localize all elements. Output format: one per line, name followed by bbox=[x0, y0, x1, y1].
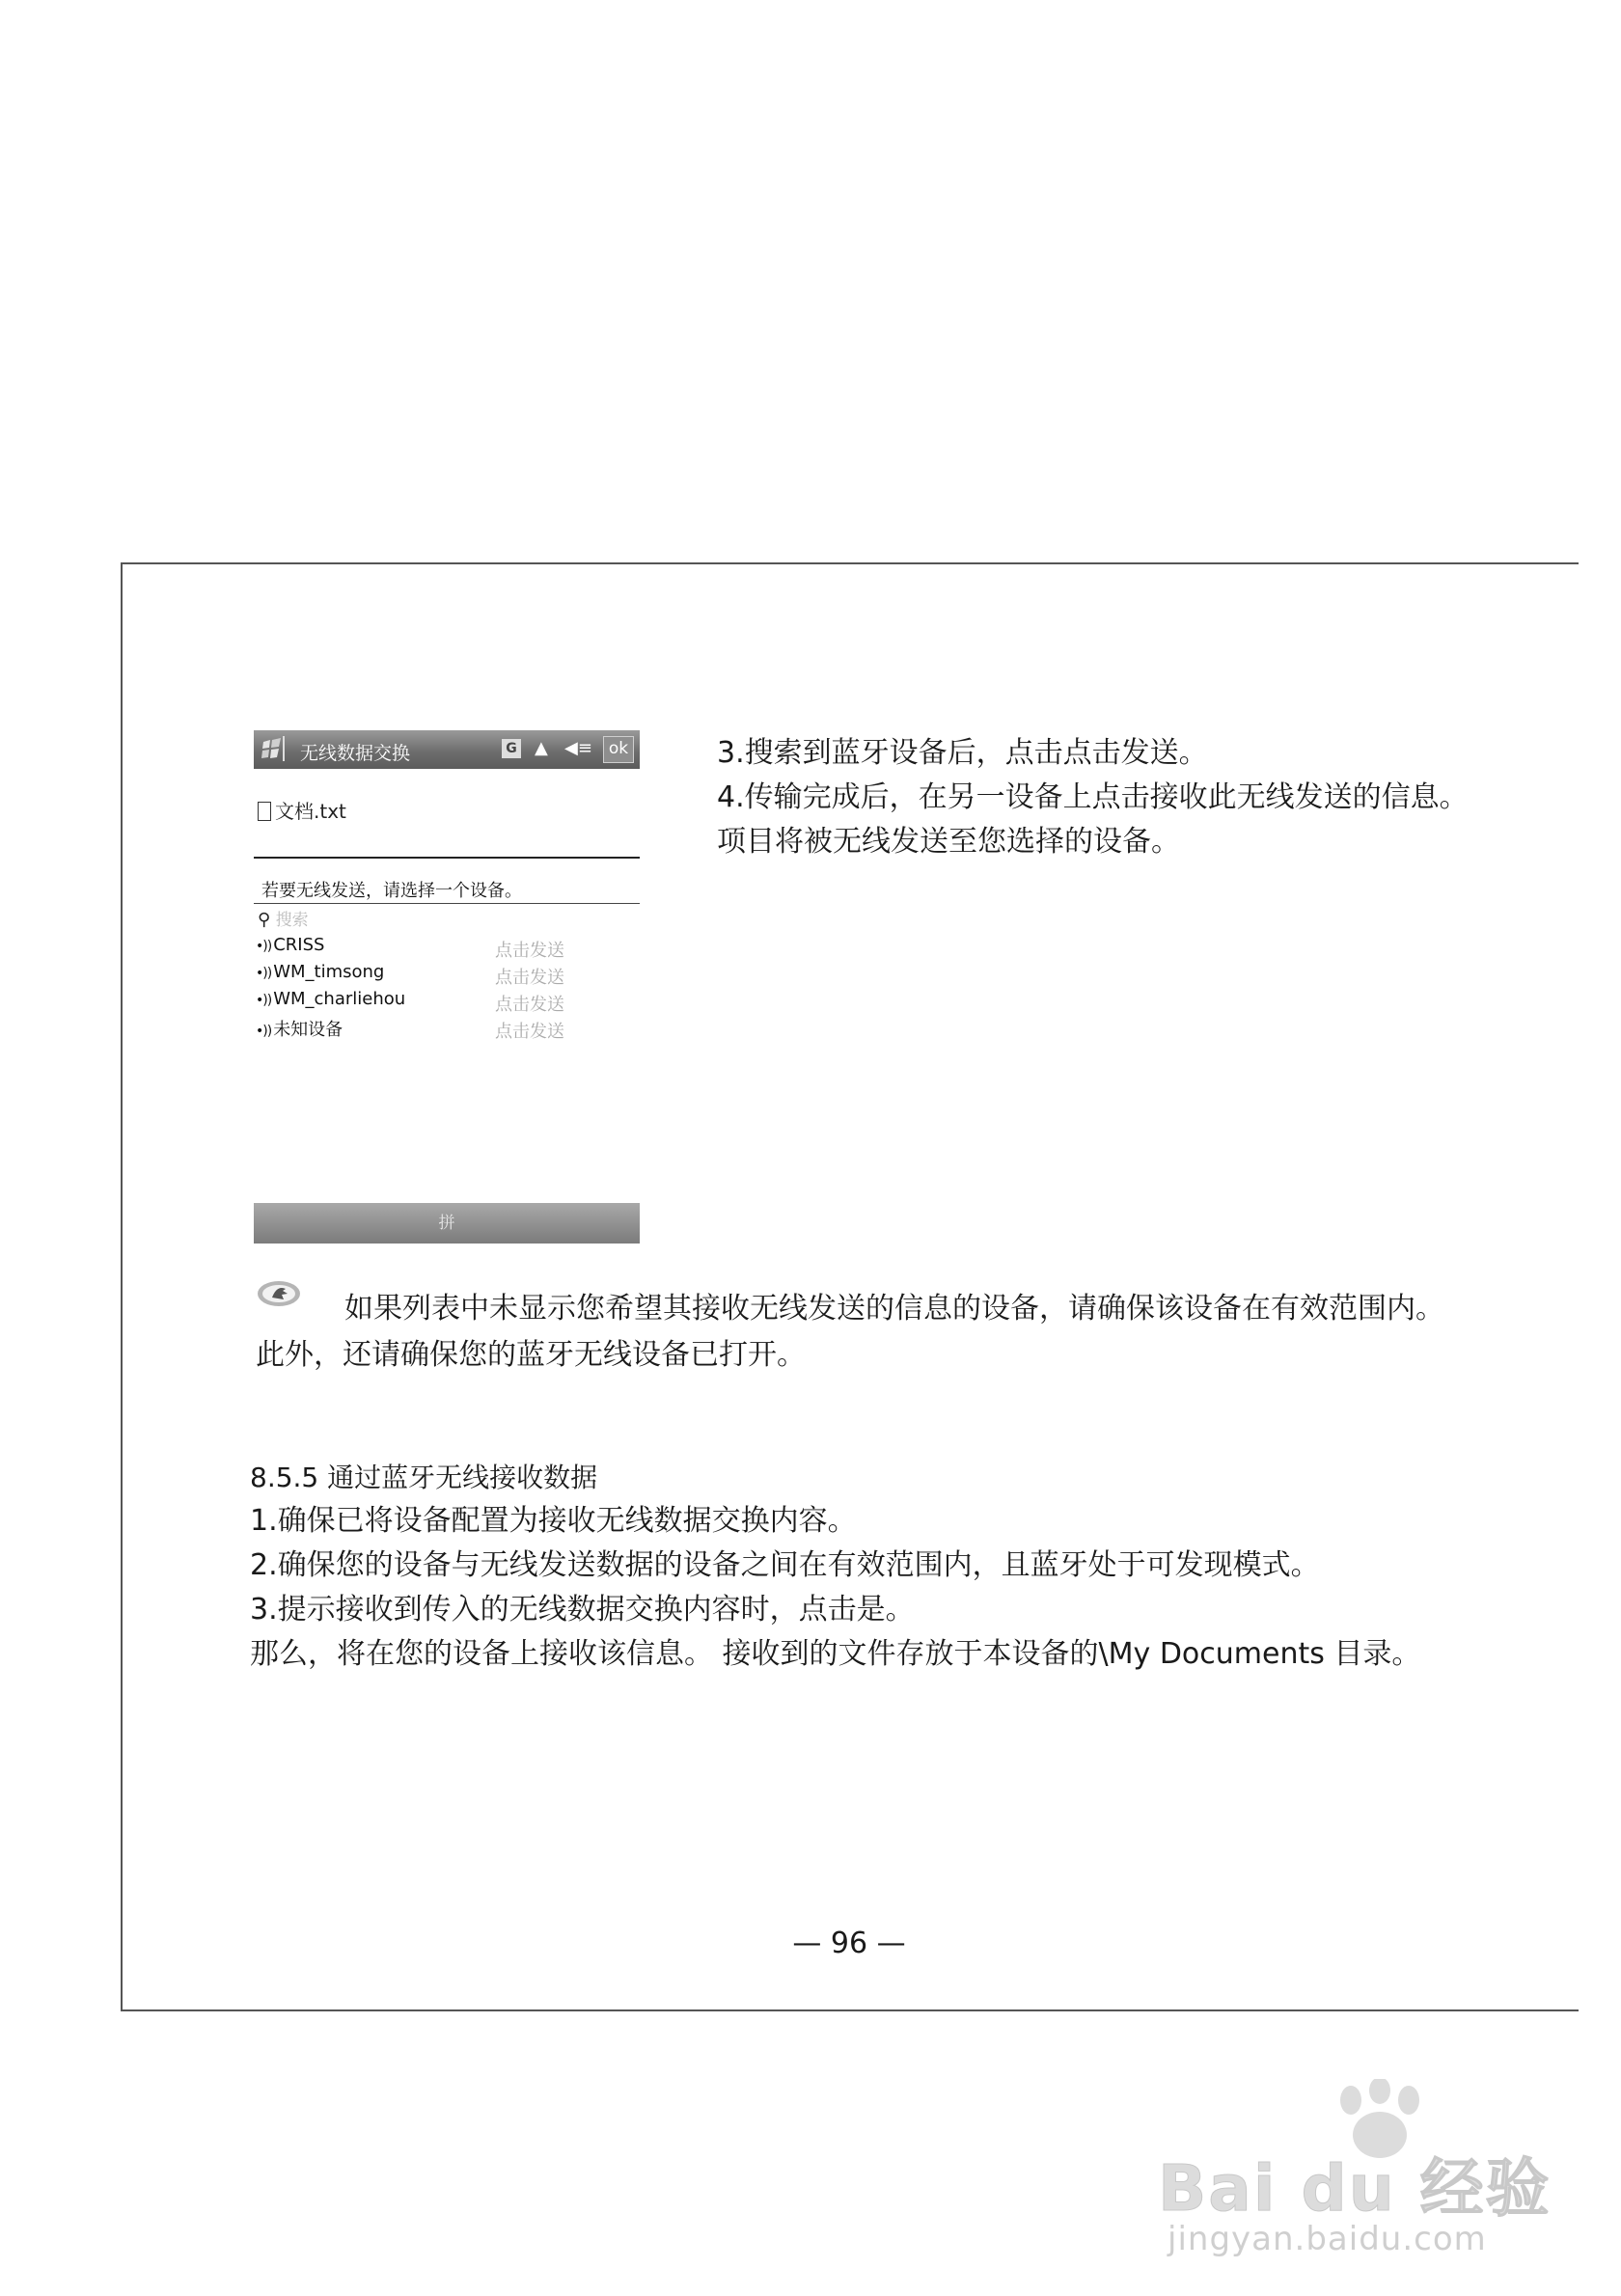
tap-to-send-link[interactable]: 点击发送 bbox=[495, 941, 564, 961]
file-item bbox=[258, 796, 346, 824]
section-body bbox=[250, 1499, 1420, 1677]
signal-icon: ▲ bbox=[535, 738, 548, 758]
gprs-icon: G bbox=[502, 739, 521, 758]
volume-icon[interactable]: ◀≡ bbox=[564, 738, 592, 758]
step-3: 3.搜索到蓝牙设备后，点击点击发送。 bbox=[717, 736, 1208, 770]
device-list bbox=[256, 935, 632, 1043]
tip-line-1: 如果列表中未显示您希望其接收无线发送的信息的设备，请确保该设备在有效范围内。 bbox=[344, 1292, 1444, 1326]
title-bar bbox=[254, 730, 640, 769]
input-menu-bar[interactable] bbox=[254, 1203, 640, 1244]
phone-screenshot bbox=[254, 730, 640, 1244]
divider bbox=[254, 857, 640, 859]
file-name: 文档.txt bbox=[275, 800, 346, 823]
search-icon: ⚲ bbox=[258, 910, 271, 930]
tip-note bbox=[256, 1286, 1529, 1379]
device-item[interactable] bbox=[256, 1016, 632, 1043]
page-number: — 96 — bbox=[792, 1927, 906, 1960]
bluetooth-device-icon: •)) bbox=[256, 939, 272, 954]
device-item[interactable] bbox=[256, 989, 632, 1016]
device-item[interactable] bbox=[256, 962, 632, 989]
device-name: 未知设备 bbox=[273, 1020, 343, 1040]
section-line: 那么，将在您的设备上接收该信息。 接收到的文件存放于本设备的\My Documents 目录。 bbox=[250, 1637, 1421, 1671]
search-row[interactable] bbox=[258, 906, 309, 930]
select-device-prompt: 若要无线发送，请选择一个设备。 bbox=[261, 881, 522, 901]
bluetooth-device-icon: •)) bbox=[256, 993, 272, 1008]
watermark-url: jingyan.baidu.com bbox=[1168, 2220, 1487, 2258]
input-method-label: 拼 bbox=[438, 1214, 455, 1233]
section-title: 8.5.5 通过蓝牙无线接收数据 bbox=[250, 1462, 598, 1493]
bluetooth-device-icon: •)) bbox=[256, 1024, 272, 1039]
device-item[interactable] bbox=[256, 935, 632, 962]
windows-start-icon[interactable] bbox=[258, 734, 287, 763]
section-line: 2.确保您的设备与无线发送数据的设备之间在有效范围内，且蓝牙处于可发现模式。 bbox=[250, 1548, 1320, 1582]
baidu-watermark bbox=[1158, 2079, 1582, 2258]
window-title: 无线数据交换 bbox=[300, 743, 411, 764]
search-label: 搜索 bbox=[275, 911, 309, 930]
step-4: 4.传输完成后，在另一设备上点击接收此无线发送的信息。 bbox=[717, 780, 1469, 814]
watermark-brand: Bai du 经验 bbox=[1158, 2151, 1552, 2226]
section-line: 3.提示接收到传入的无线数据交换内容时，点击是。 bbox=[250, 1593, 915, 1626]
tap-to-send-link[interactable]: 点击发送 bbox=[495, 995, 564, 1015]
document-icon bbox=[258, 802, 271, 821]
tap-to-send-link[interactable]: 点击发送 bbox=[495, 968, 564, 988]
device-name: WM_timsong bbox=[273, 962, 385, 982]
steps-text bbox=[717, 731, 1469, 864]
section-line: 1.确保已将设备配置为接收无线数据交换内容。 bbox=[250, 1504, 857, 1538]
device-name: WM_charliehou bbox=[273, 989, 406, 1009]
device-name: CRISS bbox=[273, 935, 325, 955]
tap-to-send-link[interactable]: 点击发送 bbox=[495, 1022, 564, 1042]
divider bbox=[254, 903, 640, 904]
ok-button[interactable]: ok bbox=[603, 736, 634, 763]
step-note: 项目将被无线发送至您选择的设备。 bbox=[717, 825, 1180, 859]
bluetooth-device-icon: •)) bbox=[256, 966, 272, 981]
tip-line-2: 此外，还请确保您的蓝牙无线设备已打开。 bbox=[256, 1338, 806, 1372]
